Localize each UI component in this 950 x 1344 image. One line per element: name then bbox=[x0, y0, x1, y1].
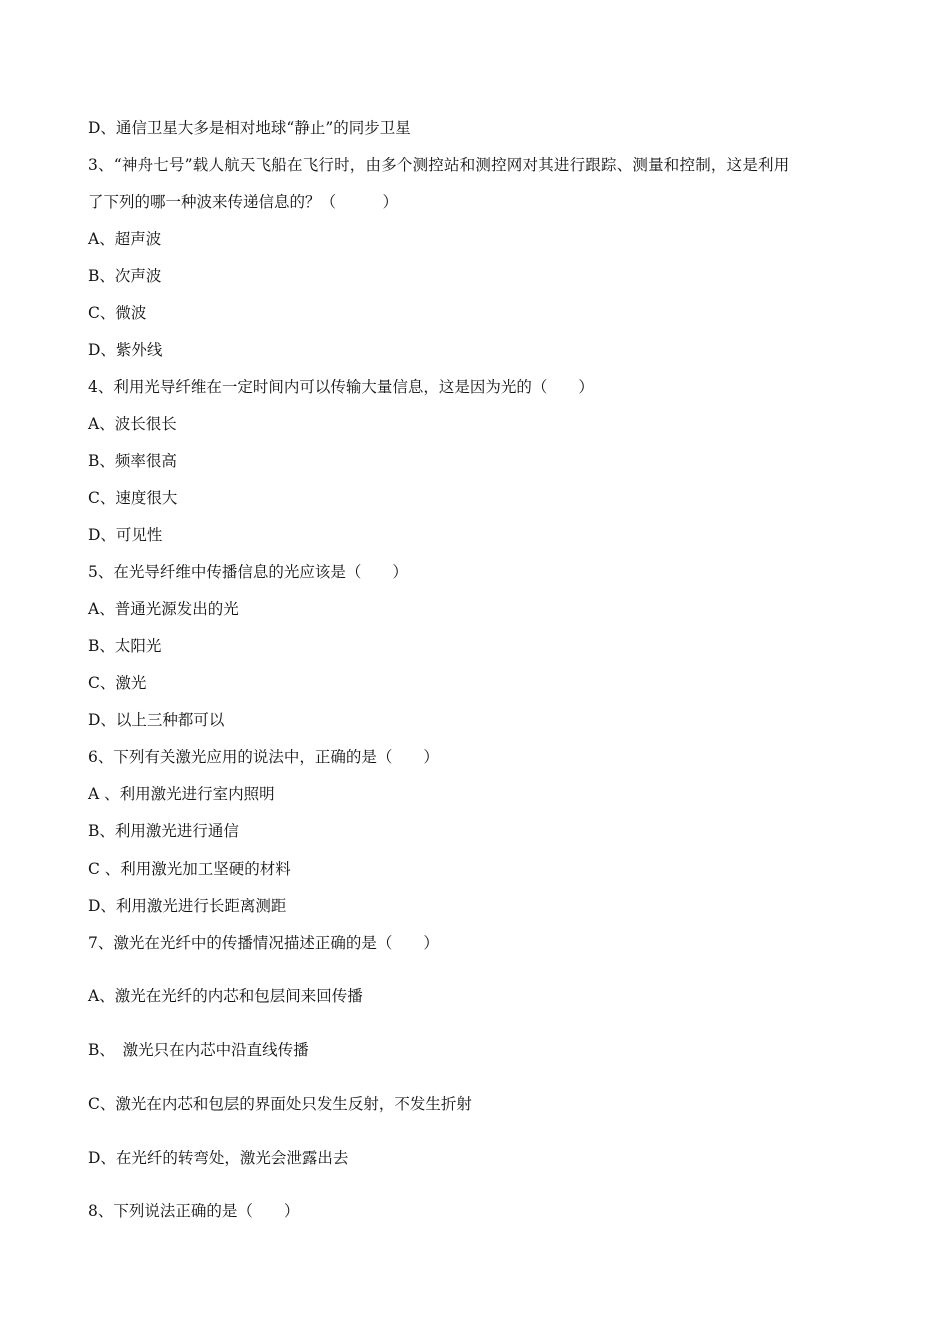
q3-option-c: C、微波 bbox=[88, 304, 147, 322]
q2-option-d: D、通信卫星大多是相对地球“静止”的同步卫星 bbox=[88, 119, 411, 137]
q5-option-b: B、太阳光 bbox=[88, 637, 162, 655]
q7-option-b: B、 激光只在内芯中沿直线传播 bbox=[88, 1041, 309, 1059]
q3-stem-line2: 了下列的哪一种波来传递信息的？（ ） bbox=[88, 193, 399, 211]
q4-stem: 4、利用光导纤维在一定时间内可以传输大量信息，这是因为光的（ ） bbox=[88, 378, 594, 396]
q5-option-a: A、普通光源发出的光 bbox=[88, 600, 239, 618]
q6-stem: 6、下列有关激光应用的说法中，正确的是（ ） bbox=[88, 748, 439, 766]
q5-stem: 5、在光导纤维中传播信息的光应该是（ ） bbox=[88, 563, 408, 581]
q4-option-a: A、波长很长 bbox=[88, 415, 177, 433]
q4-option-d: D、可见性 bbox=[88, 526, 163, 544]
q7-option-a: A、激光在光纤的内芯和包层间来回传播 bbox=[88, 987, 363, 1005]
q5-option-d: D、以上三种都可以 bbox=[88, 711, 225, 729]
q6-option-c: C 、利用激光加工坚硬的材料 bbox=[88, 860, 291, 878]
q3-option-b: B、次声波 bbox=[88, 267, 162, 285]
q6-option-b: B、利用激光进行通信 bbox=[88, 822, 239, 840]
q3-stem-line1: 3、“神舟七号”载人航天飞船在飞行时，由多个测控站和测控网对其进行跟踪、测量和控制，这是利用 bbox=[88, 156, 790, 174]
q6-option-a: A 、利用激光进行室内照明 bbox=[88, 785, 275, 803]
q3-option-a: A、超声波 bbox=[88, 230, 162, 248]
q7-stem: 7、激光在光纤中的传播情况描述正确的是（ ） bbox=[88, 934, 439, 952]
q5-option-c: C、激光 bbox=[88, 674, 147, 692]
q8-stem: 8、下列说法正确的是（ ） bbox=[88, 1202, 300, 1220]
q7-option-c: C、激光在内芯和包层的界面处只发生反射，不发生折射 bbox=[88, 1095, 472, 1113]
q4-option-b: B、频率很高 bbox=[88, 452, 177, 470]
q4-option-c: C、速度很大 bbox=[88, 489, 178, 507]
q6-option-d: D、利用激光进行长距离测距 bbox=[88, 897, 287, 915]
q3-option-d: D、紫外线 bbox=[88, 341, 163, 359]
q7-option-d: D、在光纤的转弯处，激光会泄露出去 bbox=[88, 1149, 349, 1167]
